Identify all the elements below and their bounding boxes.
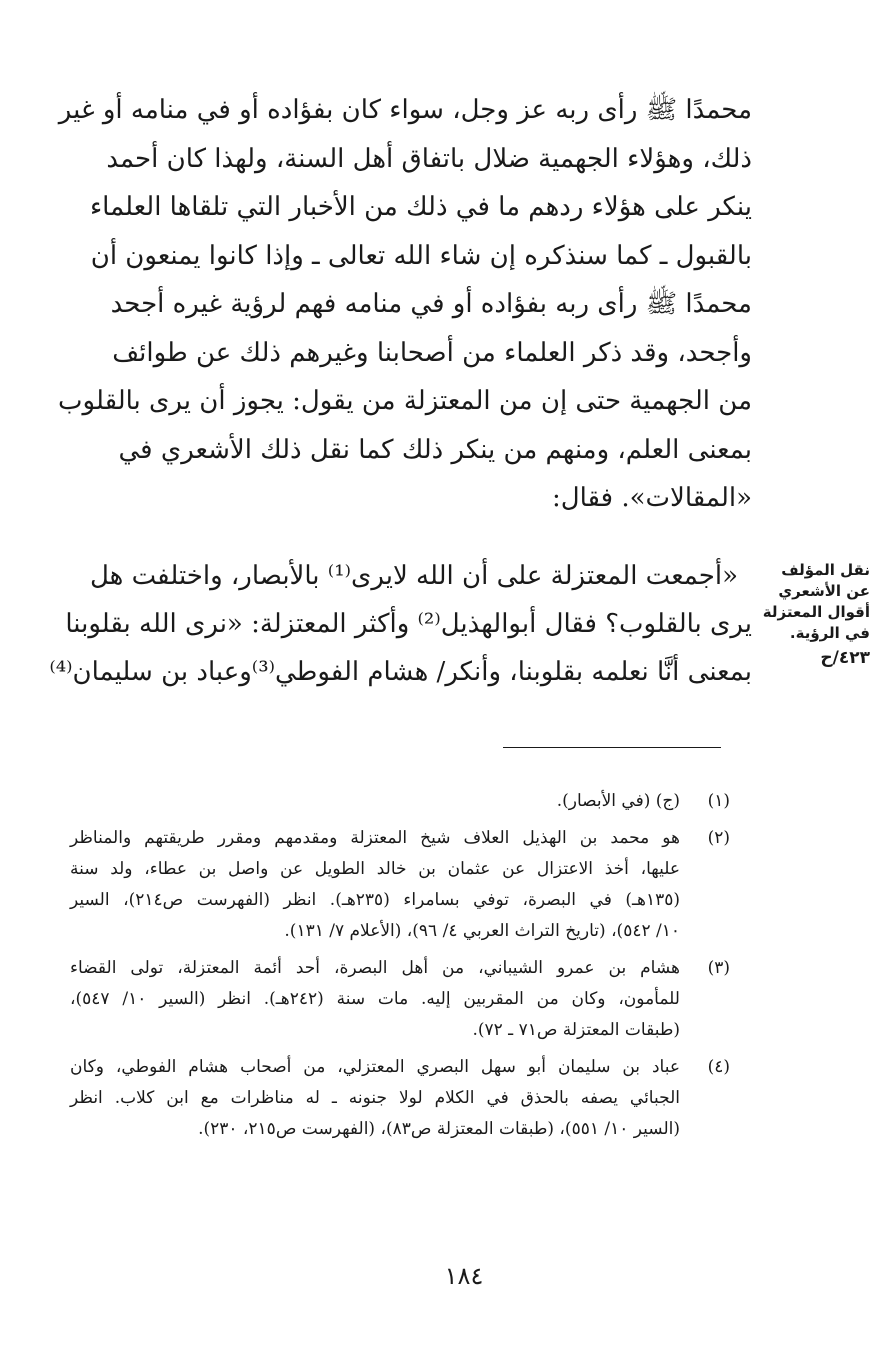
margin-note-text: نقل المؤلف عن الأشعري أقوال المعتزلة في الرؤية. bbox=[762, 561, 870, 642]
footnote bbox=[70, 786, 730, 817]
quote-line: بمعنى أنَّا نعلمه بقلوبنا، وأنكر/ هشام الفوطي⁽³⁾وعباد بن سليمان⁽⁴⁾ bbox=[49, 657, 752, 687]
quoted-passage bbox=[49, 552, 752, 696]
footnote-line: (١٣٥هـ) في البصرة، توفي بسامراء (٢٣٥هـ). انظر (الفهرست ص٢١٤)، السير bbox=[70, 890, 680, 910]
quote-line: «أجمعت المعتزلة على أن الله لايرى⁽¹⁾ بالأبصار، واختلفت هل bbox=[89, 561, 738, 591]
main-body-text bbox=[58, 86, 752, 523]
footnote-line: ١٠/ ٥٤٢)، (تاريخ التراث العربي ٤/ ٩٦)، (الأعلام ٧/ ١٣١). bbox=[284, 921, 680, 941]
body-line: بالقبول ـ كما سنذكره إن شاء الله تعالى ـ وإذا كانوا يمنعون أن bbox=[90, 240, 752, 271]
footnote-line: عباد بن سليمان أبو سهل البصري المعتزلي، من أصحاب هشام الفوطي، وكان bbox=[70, 1057, 680, 1077]
footnote-line: (طبقات المعتزلة ص٧١ ـ ٧٢). bbox=[472, 1020, 680, 1040]
footnote-number: (٣) bbox=[707, 958, 730, 978]
footnote-line: (السير ١٠/ ٥٥١)، (طبقات المعتزلة ص٨٣)، (الفهرست ص٢١٥، ٢٣٠). bbox=[198, 1119, 680, 1139]
body-line: وأجحد، وقد ذكر العلماء من أصحابنا وغيرهم ذلك عن طوائف bbox=[112, 337, 752, 368]
footnote-line: الجبائي يصفه بالحذق في الكلام لولا جنونه ـ له مناظرات مع ابن كلاب. انظر bbox=[70, 1088, 680, 1108]
body-line: ذلك، وهؤلاء الجهمية ضلال باتفاق أهل السنة، ولهذا كان أحمد bbox=[106, 143, 752, 174]
footnote-line: عليها، أخذ الاعتزال عن عثمان بن خالد الطويل عن واصل بن عطاء، ولد سنة bbox=[70, 859, 680, 879]
footnote-line: هو محمد بن الهذيل العلاف شيخ المعتزلة ومقدمهم ومقرر طريقتهم والمناظر bbox=[70, 828, 680, 848]
body-line: محمدًا ﷺ رأى ربه عز وجل، سواء كان بفؤاده أو في منامه أو غير bbox=[58, 95, 752, 125]
manuscript-folio-ref: ٤٢٣/ح bbox=[820, 648, 870, 668]
footnote-number: (٢) bbox=[707, 828, 730, 848]
body-line: «المقالات». فقال: bbox=[551, 483, 752, 513]
footnotes bbox=[70, 786, 730, 1151]
footnote-separator bbox=[503, 747, 721, 748]
footnote bbox=[70, 953, 730, 1046]
margin-note bbox=[758, 560, 870, 669]
footnote-number: (٤) bbox=[707, 1057, 730, 1077]
footnote bbox=[70, 823, 730, 947]
footnote-line: هشام بن عمرو الشيباني، من أهل البصرة، أحد أئمة المعتزلة، تولى القضاء bbox=[70, 958, 680, 978]
footnote-line: (ج) (في الأبصار). bbox=[556, 791, 680, 811]
body-line: ينكر على هؤلاء ردهم ما في ذلك من الأخبار التي تلقاها العلماء bbox=[89, 192, 752, 222]
quote-line: يرى بالقلوب؟ فقال أبوالهذيل⁽²⁾ وأكثر المعتزلة: «نرى الله بقلوبنا bbox=[65, 609, 752, 639]
body-line: من الجهمية حتى إن من المعتزلة من يقول: يجوز أن يرى بالقلوب bbox=[58, 386, 752, 416]
footnote-number: (١) bbox=[707, 791, 730, 811]
footnote-line: للمأمون، وكان من المقربين إليه. مات سنة (٢٤٢هـ). انظر (السير ١٠/ ٥٤٧)، bbox=[70, 989, 680, 1009]
footnote bbox=[70, 1052, 730, 1145]
body-line: محمدًا ﷺ رأى ربه بفؤاده أو في منامه فهم لرؤية غيره أجحد bbox=[110, 289, 752, 319]
body-line: بمعنى العلم، ومنهم من ينكر ذلك كما نقل ذلك الأشعري في bbox=[118, 434, 752, 465]
page-number: ١٨٤ bbox=[444, 1262, 484, 1290]
